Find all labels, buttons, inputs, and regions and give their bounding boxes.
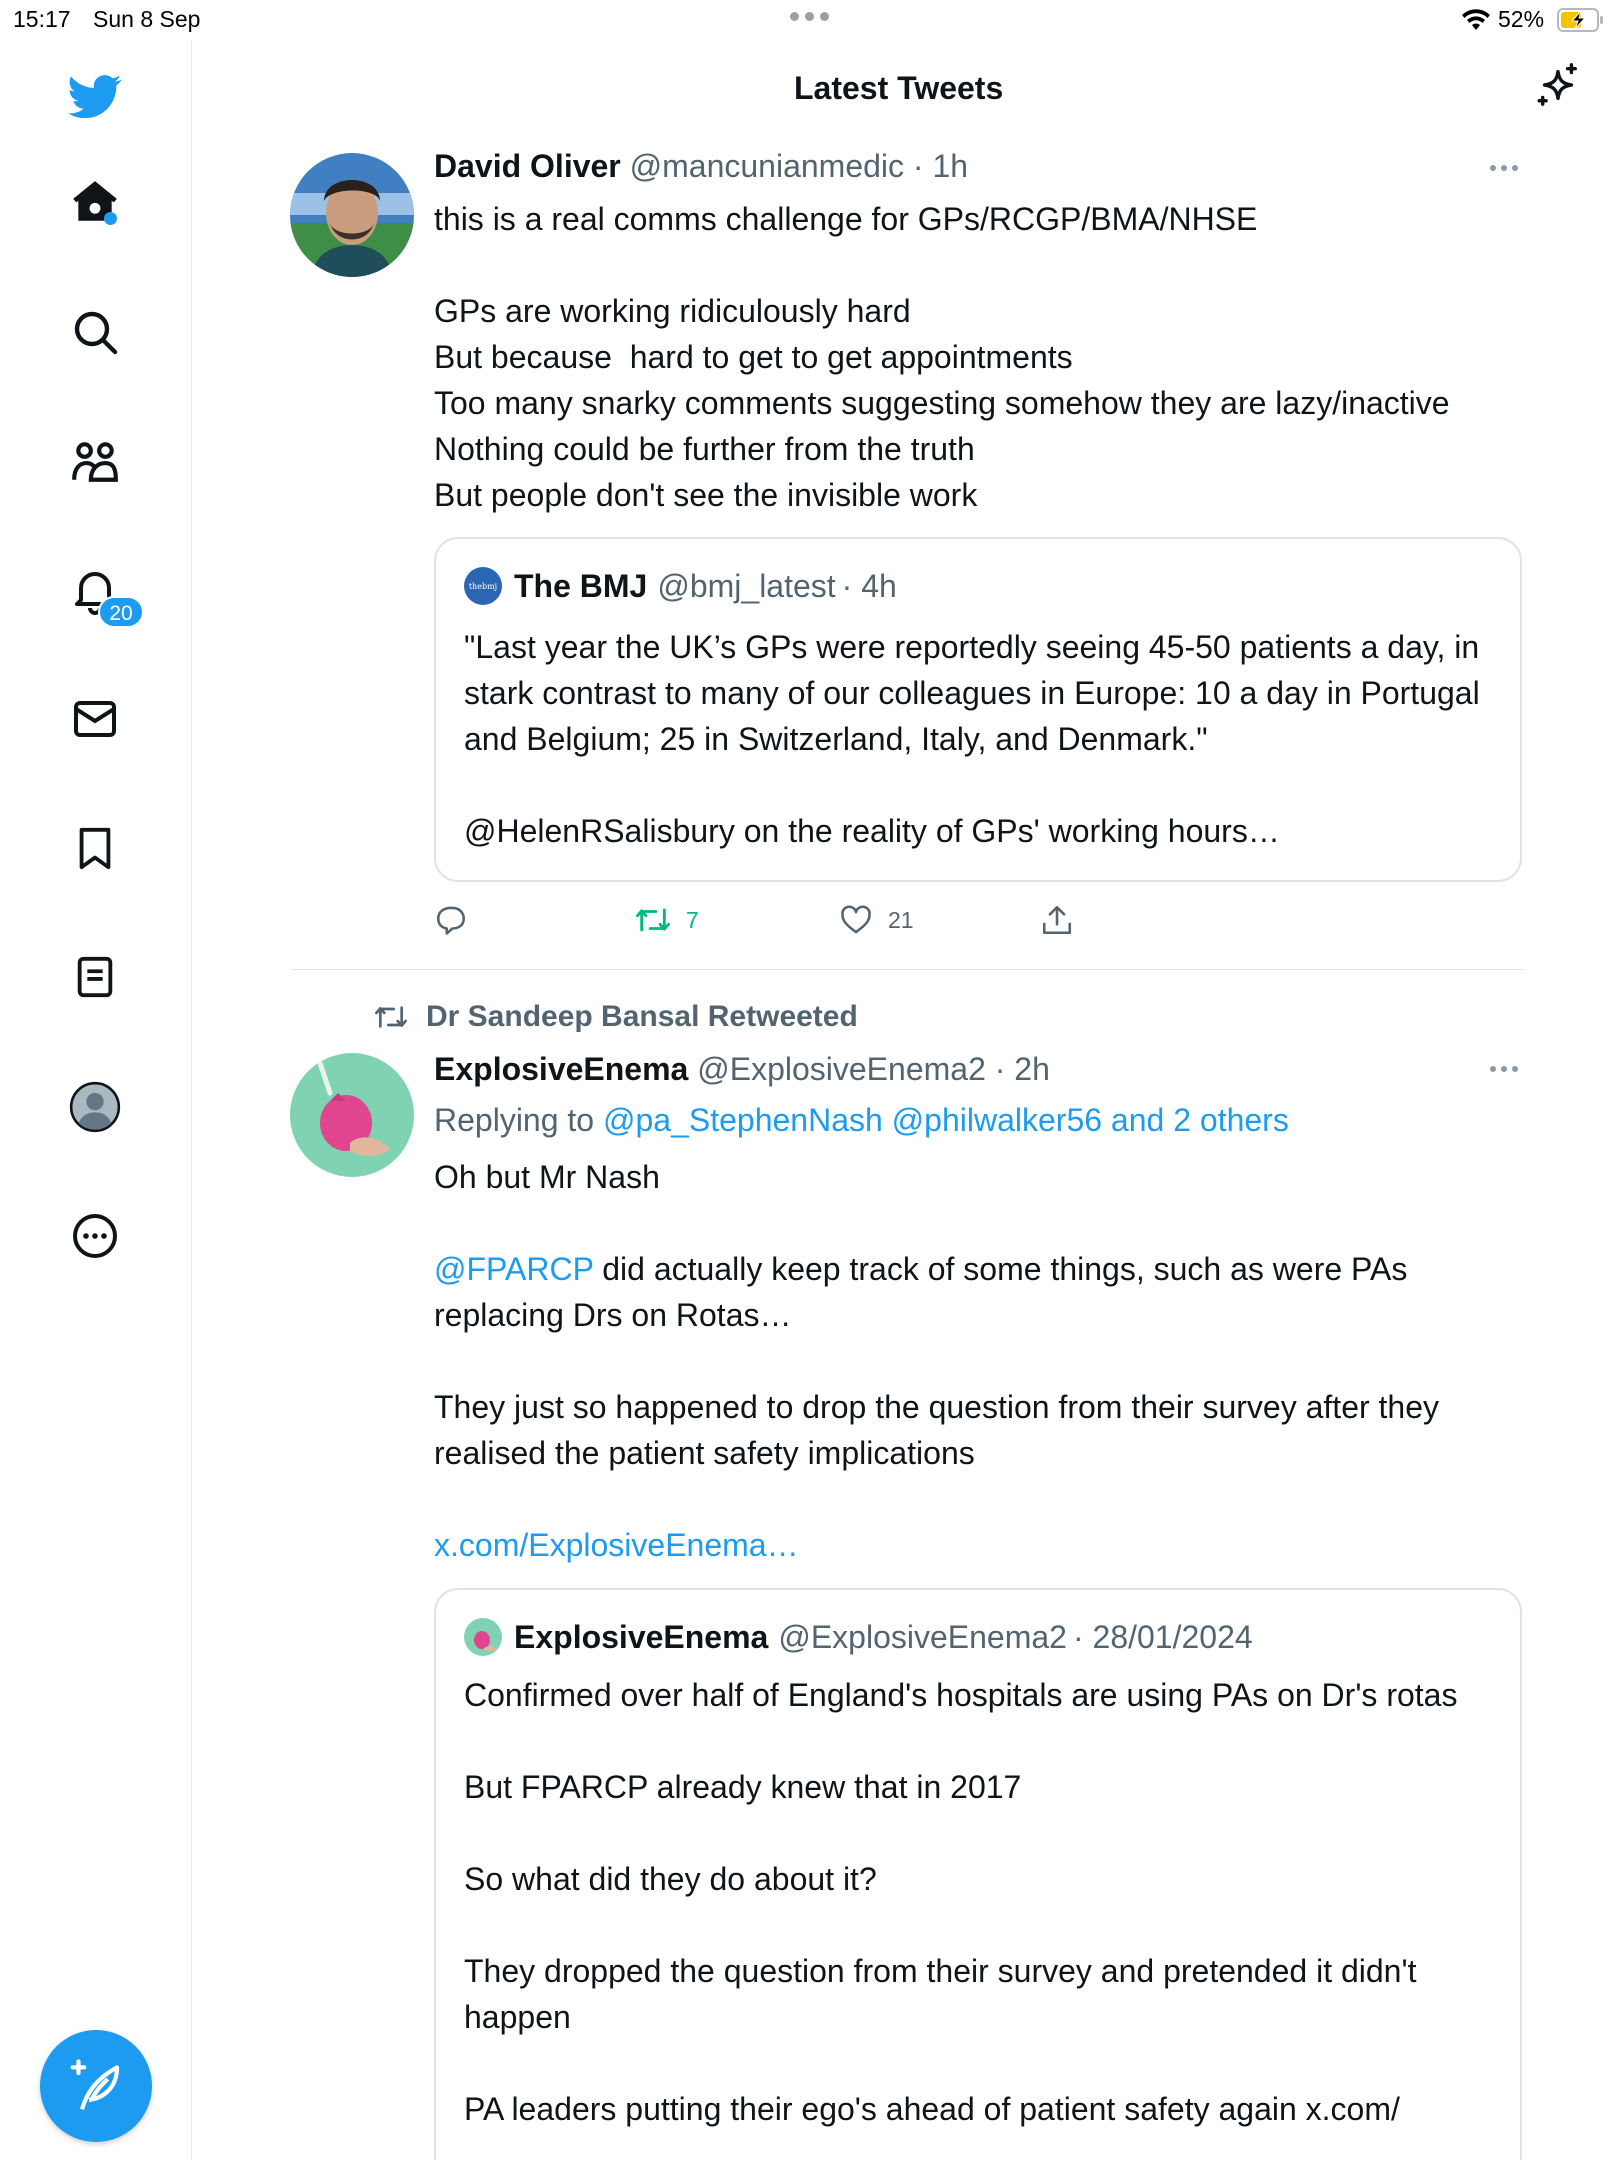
like-button[interactable] xyxy=(838,900,914,940)
share-button[interactable] xyxy=(1040,900,1074,940)
replying-prefix: Replying to xyxy=(434,1102,603,1138)
quoted-tweet-header xyxy=(464,1618,1253,1656)
like-count: 21 xyxy=(888,906,914,933)
quoted-tweet-time: · 28/01/2024 xyxy=(1072,1618,1253,1655)
retweeted-by-line xyxy=(372,1000,858,1034)
author-handle[interactable]: @mancunianmedic xyxy=(629,148,905,184)
retweet-count: 7 xyxy=(686,906,699,933)
sparkle-timeline-icon[interactable] xyxy=(1535,62,1581,108)
sidebar xyxy=(0,40,192,2160)
author-name[interactable]: David Oliver xyxy=(434,148,621,184)
quoted-tweet-time: · 4h xyxy=(841,567,897,604)
quoted-author-handle: @ExplosiveEnema2 xyxy=(778,1618,1067,1655)
more-options-icon[interactable] xyxy=(66,1207,124,1265)
tweet-more-icon[interactable] xyxy=(1490,1066,1526,1078)
tweet-text: this is a real comms challenge for GPs/RCGP/BMA/NHSE GPs are working ridiculously hard But because hard to get to get appointments Too many snarky comments suggesting somehow they are lazy/inactive Nothing could be further from the truth But people don't see the invisible work xyxy=(434,201,1450,513)
tweet-text-body: did actually keep track of some things, such as were PAs replacing Drs on Rotas… They just so happened to drop the question from their survey after they realised the patient safety implications xyxy=(434,1251,1440,1471)
tweet-author-line xyxy=(434,148,968,185)
mention-link[interactable]: @FPARCP xyxy=(434,1251,594,1287)
tweet-author-line xyxy=(434,1051,1050,1088)
search-icon[interactable] xyxy=(66,303,124,361)
tweet-text xyxy=(434,1154,1534,1568)
replying-to-line xyxy=(434,1102,1289,1139)
quoted-author-name: The BMJ xyxy=(514,567,648,604)
retweet-button[interactable] xyxy=(634,900,699,940)
heart-icon xyxy=(838,903,874,937)
retweeted-by-text[interactable]: Dr Sandeep Bansal Retweeted xyxy=(426,1000,858,1033)
status-date: Sun 8 Sep xyxy=(93,6,201,32)
communities-icon[interactable] xyxy=(66,432,124,490)
wifi-icon xyxy=(1461,6,1491,32)
avatar[interactable] xyxy=(290,1053,414,1177)
quoted-avatar xyxy=(464,1618,502,1656)
author-handle[interactable]: @ExplosiveEnema2 xyxy=(697,1051,986,1087)
notifications-badge: 20 xyxy=(98,596,144,628)
quoted-tweet-header xyxy=(464,567,897,605)
compose-tweet-button[interactable] xyxy=(40,2030,152,2142)
bmj-avatar-label: thebmj xyxy=(468,581,498,591)
author-name[interactable]: ExplosiveEnema xyxy=(434,1051,689,1087)
quoted-tweet[interactable] xyxy=(434,1588,1522,2160)
multitasking-dots-icon[interactable] xyxy=(790,12,829,21)
tweet-divider xyxy=(291,969,1524,970)
messages-envelope-icon[interactable] xyxy=(66,690,124,748)
tweet-more-icon[interactable] xyxy=(1490,165,1526,177)
share-icon xyxy=(1040,903,1074,937)
avatar[interactable] xyxy=(290,153,414,277)
retweet-icon xyxy=(372,1001,410,1033)
quoted-tweet-text: Confirmed over half of England's hospitals are using PAs on Dr's rotas But FPARCP already knew that in 2017 So what did they do about it? They dropped the question from their survey and pretended it didn't happen PA leaders putting their ego's ahead of patient safety again x.com/ xyxy=(464,1677,1458,2127)
reply-button[interactable] xyxy=(434,900,468,940)
quoted-author-handle: @bmj_latest xyxy=(657,567,836,604)
profile-avatar-icon[interactable] xyxy=(66,1078,124,1136)
reply-icon xyxy=(434,903,468,937)
home-unread-dot xyxy=(104,212,117,225)
tweet-time: · 1h xyxy=(912,148,969,184)
status-bar xyxy=(0,0,1620,40)
retweet-icon xyxy=(634,903,672,937)
quoted-tweet[interactable] xyxy=(434,537,1522,882)
tweet-url-link[interactable]: x.com/ExplosiveEnema… xyxy=(434,1527,799,1563)
quoted-author-name: ExplosiveEnema xyxy=(514,1618,769,1655)
compose-feather-icon xyxy=(68,2058,124,2114)
tweet-text-intro: Oh but Mr Nash xyxy=(434,1159,660,1195)
status-time: 15:17 xyxy=(13,6,71,32)
replying-to-links[interactable]: @pa_StephenNash @philwalker56 and 2 others xyxy=(602,1102,1289,1138)
bmj-avatar xyxy=(464,567,502,605)
tweet-time: · 2h xyxy=(994,1051,1050,1087)
lists-icon[interactable] xyxy=(66,948,124,1006)
page-title: Latest Tweets xyxy=(794,70,1004,106)
quoted-tweet-text: "Last year the UK’s GPs were reportedly seeing 45-50 patients a day, in stark contrast to many of our colleagues in Europe: 10 a day in Portugal and Belgium; 25 in Switzerland, Italy, and Denmark." @HelenRSalisbury on the reality of GPs' working hours… xyxy=(464,629,1480,849)
bookmark-icon[interactable] xyxy=(66,819,124,877)
battery-charging-icon xyxy=(1557,8,1605,32)
twitter-logo-icon[interactable] xyxy=(66,68,124,126)
battery-percent: 52% xyxy=(1498,6,1545,32)
